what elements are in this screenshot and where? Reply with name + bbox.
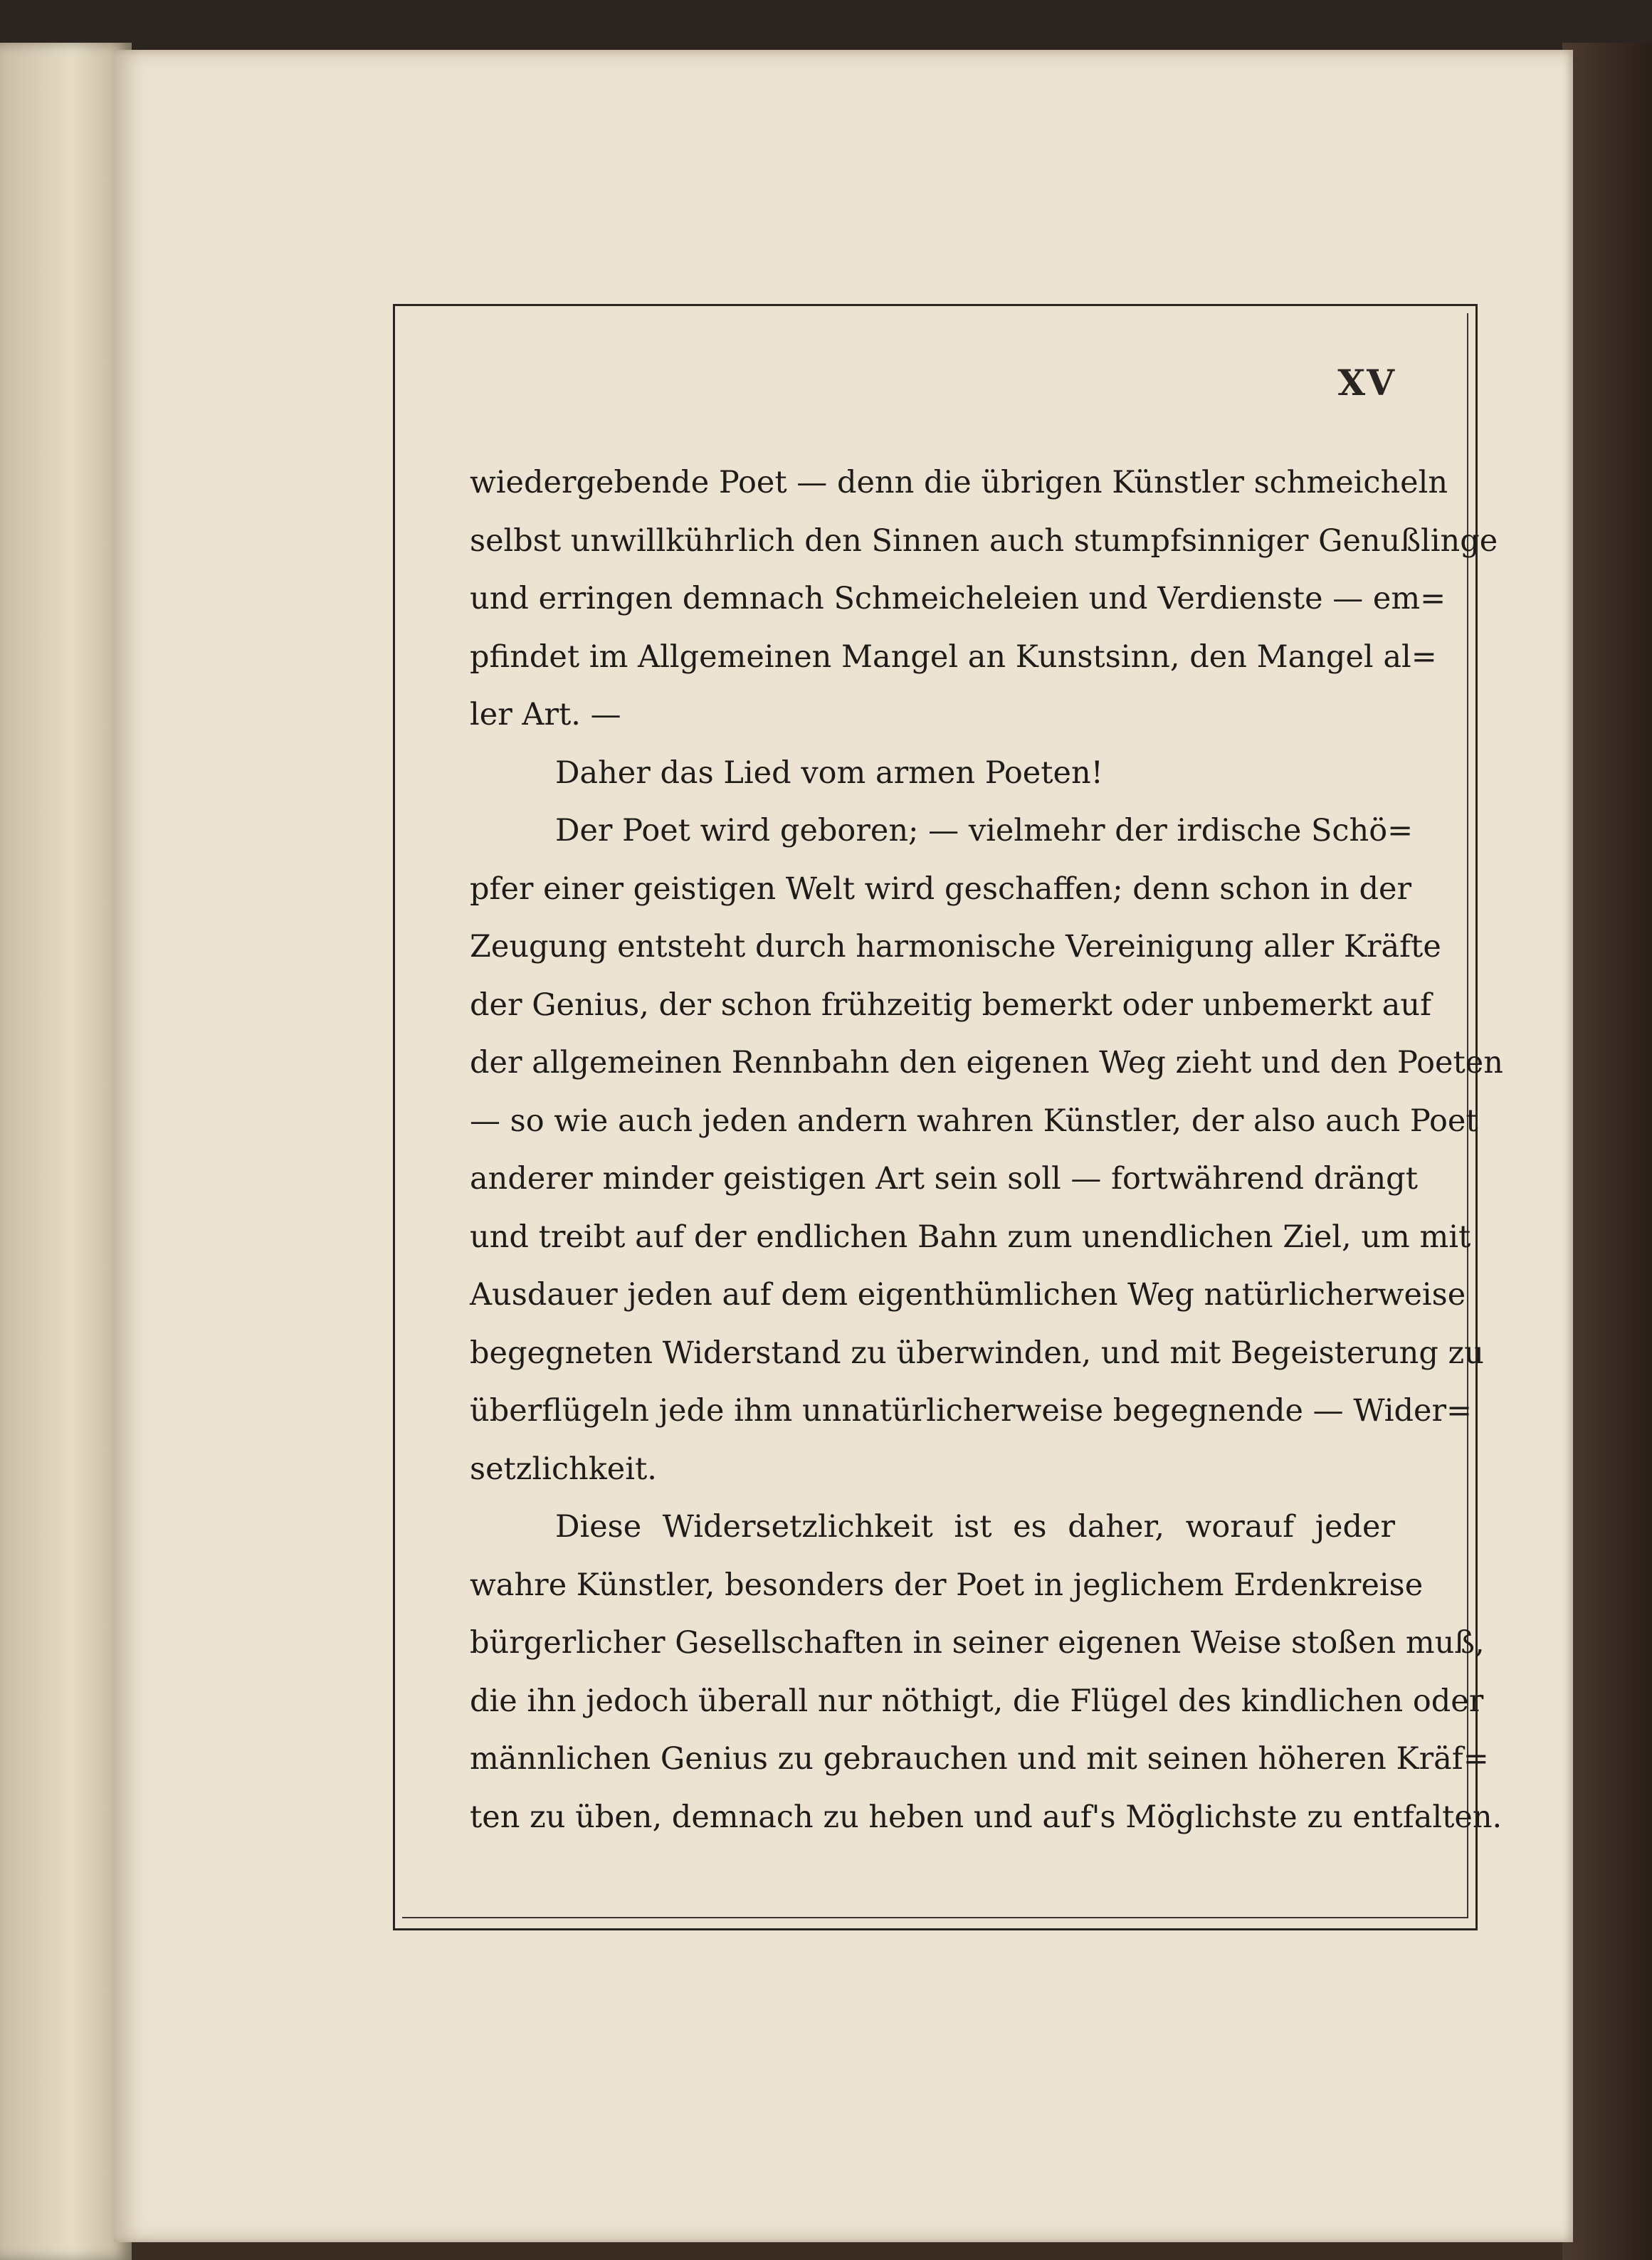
text-line: ler Art. — <box>470 697 621 732</box>
scan-background <box>0 0 1652 50</box>
left-page-edge <box>0 43 132 2260</box>
book-cover-edge <box>1562 43 1652 2260</box>
page-frame <box>393 304 1503 1930</box>
text-line: und treibt auf der endlichen Bahn zum unendlichen Ziel, um mit <box>470 1219 1471 1255</box>
text-line: Diese Widersetzlichkeit ist es daher, worauf jeder <box>555 1509 1395 1545</box>
text-line: wiedergebende Poet — denn die übrigen Künstler schmeicheln <box>470 465 1448 500</box>
text-line: setzlichkeit. <box>470 1451 657 1487</box>
text-line: begegneten Widerstand zu überwinden, und mit Begeisterung zu <box>470 1335 1484 1371</box>
text-line: pfindet im Allgemeinen Mangel an Kunstsinn, den Mangel al= <box>470 638 1437 675</box>
text-line: Der Poet wird geboren; — vielmehr der irdische Schö= <box>555 813 1414 848</box>
text-line: selbst unwillkührlich den Sinnen auch stumpfsinniger Genußlinge <box>470 522 1498 559</box>
body-text <box>470 454 1503 1846</box>
text-line: und erringen demnach Schmeicheleien und Verdienste — em= <box>470 581 1446 616</box>
text-line: anderer minder geistigen Art sein soll — fortwährend drängt <box>470 1161 1418 1197</box>
text-line: der allgemeinen Rennbahn den eigenen Weg zieht und den Poeten <box>470 1045 1503 1081</box>
text-line: die ihn jedoch überall nur nöthigt, die Flügel des kindlichen oder <box>470 1683 1484 1719</box>
text-line: ten zu üben, demnach zu heben und auf's Möglichste zu entfalten. <box>470 1799 1503 1835</box>
text-line: überflügeln jede ihm unnatürlicherweise begegnende — Wider= <box>470 1393 1473 1429</box>
page-number: XV <box>1337 362 1396 404</box>
book-page <box>114 50 1573 2242</box>
text-line: pfer einer geistigen Welt wird geschaffen; denn schon in der <box>470 871 1412 907</box>
text-line: wahre Künstler, besonders der Poet in jeglichem Erdenkreise <box>470 1567 1424 1603</box>
text-line: Daher das Lied vom armen Poeten! <box>555 755 1103 791</box>
text-line: der Genius, der schon frühzeitig bemerkt oder unbemerkt auf <box>470 987 1431 1023</box>
text-line: Ausdauer jeden auf dem eigenthümlichen Weg natürlicherweise <box>470 1277 1466 1313</box>
text-line: männlichen Genius zu gebrauchen und mit seinen höheren Kräf= <box>470 1741 1489 1777</box>
text-line: Zeugung entsteht durch harmonische Vereinigung aller Kräfte <box>470 929 1441 965</box>
text-line: bürgerlicher Gesellschaften in seiner eigenen Weise stoßen muß, <box>470 1625 1485 1661</box>
text-line: — so wie auch jeden andern wahren Künstler, der also auch Poet <box>470 1103 1478 1139</box>
